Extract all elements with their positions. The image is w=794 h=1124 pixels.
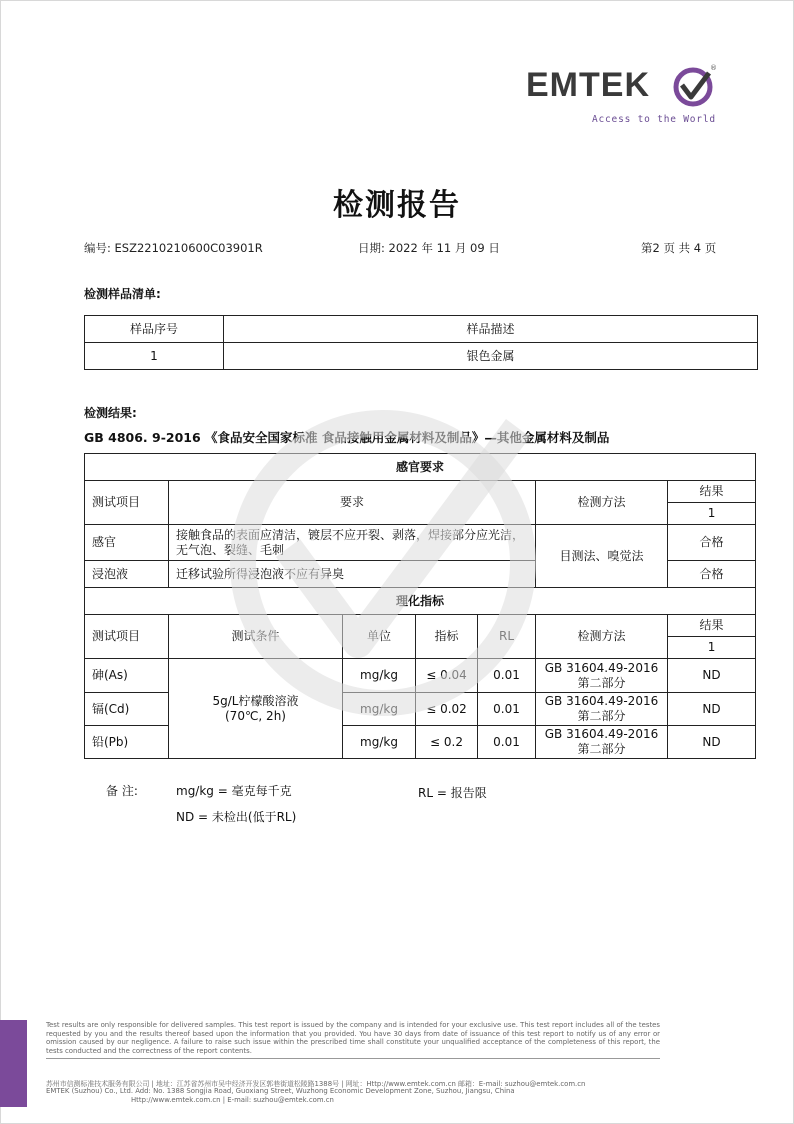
table-cell: 0.01 [478, 659, 536, 693]
footer-web: Http://www.emtek.com.cn | E-mail: suzhou@emtek.com.cn [131, 1096, 334, 1104]
table-header: 指标 [416, 615, 478, 659]
table-cell: ND [668, 726, 756, 759]
note-nd: ND = 未检出(低于RL) [176, 810, 297, 824]
table-header: 1 [668, 637, 756, 659]
method-part: 第二部分 [577, 742, 626, 756]
method-code: GB 31604.49-2016 [544, 727, 659, 741]
table-cell: ≤ 0.04 [416, 659, 478, 693]
method-code: GB 31604.49-2016 [544, 660, 659, 675]
table-row [85, 525, 756, 561]
table-header: 1 [668, 503, 756, 525]
table-header: 测试项目 [85, 481, 169, 525]
test-condition-cell: 5g/L柠檬酸溶液 (70℃, 2h) [169, 659, 343, 759]
brand-side-bar [0, 1020, 27, 1107]
method-part: 第二部分 [577, 675, 626, 690]
table-header: RL [478, 615, 536, 659]
footer-disclaimer: Test results are only responsible for delivered samples. This test report is issued by the company and is intended for your exclusive use. This test report includes all of the testes requested by you and the results thereof based upon the information that you provided. You have 30 days from date of issuance of this test report to notify us of any error or omission caused by our negligence. A failure to raise such issue within the prescribed time shall constitute your unqualified acceptance of the completeness of this report, the tests conducted and the correctness of the report contents. [46, 1021, 660, 1055]
notes-label: 备 注: [106, 784, 138, 798]
table-header: 测试条件 [169, 615, 343, 659]
physchem-section-title: 理化指标 [85, 588, 756, 615]
table-cell: ND [668, 693, 756, 726]
table-cell: ND [668, 659, 756, 693]
table-header: 结果 [668, 615, 756, 637]
report-date: 日期: 2022 年 11 月 09 日 [358, 241, 500, 255]
method-cell [536, 693, 668, 726]
table-header: 检测方法 [536, 615, 668, 659]
table-header: 样品描述 [224, 316, 758, 343]
method-cell [536, 659, 668, 693]
table-cell: 迁移试验所得浸泡液不应有异臭 [169, 561, 536, 588]
note-mgkg: mg/kg = 毫克每千克 [176, 784, 292, 798]
table-cell: 合格 [668, 561, 756, 588]
table-row [85, 659, 756, 693]
table-cell: 镉(Cd) [85, 693, 169, 726]
table-header: 结果 [668, 481, 756, 503]
checkmark-circle-icon [672, 66, 714, 108]
method-part: 第二部分 [577, 709, 626, 723]
table-cell: ≤ 0.2 [416, 726, 478, 759]
page-indicator: 第2 页 共 4 页 [641, 241, 717, 255]
table-cell: 银色金属 [224, 343, 758, 370]
table-cell: mg/kg [343, 659, 416, 693]
method-code: GB 31604.49-2016 [544, 694, 659, 708]
table-cell: 0.01 [478, 726, 536, 759]
table-header: 样品序号 [85, 316, 224, 343]
sensory-section-title: 感官要求 [85, 454, 756, 481]
results-table [84, 453, 756, 759]
table-header: 测试项目 [85, 615, 169, 659]
sample-list-label: 检测样品清单: [84, 287, 161, 301]
table-cell: 砷(As) [85, 659, 169, 693]
standard-title: GB 4806. 9-2016 《食品安全国家标准 食品接触用金属材料及制品》—其他金属材料及制品 [84, 430, 610, 445]
table-cell: 接触食品的表面应清洁，镀层不应开裂、剥落，焊接部分应光洁，无气泡、裂缝、毛刺 [169, 525, 536, 561]
sample-list-table [84, 315, 758, 370]
footer-cn-address: 苏州市信测标准技术服务有限公司 | 地址：江苏省苏州市吴中经济开发区郭巷街道松陵路1388号 | 网址：Http://www.emtek.com.cn 邮箱：E-mail: suzhou@emtek.com.cn [46, 1080, 586, 1088]
footer-divider [46, 1058, 660, 1059]
table-cell: mg/kg [343, 693, 416, 726]
results-label: 检测结果: [84, 406, 137, 420]
footer-en-address: EMTEK (Suzhou) Co., Ltd. Add: No. 1388 Songjia Road, Guoxiang Street, Wuzhong Economic Development Zone, Suzhou, Jiangsu, China [46, 1087, 515, 1095]
table-header: 单位 [343, 615, 416, 659]
table-cell: 浸泡液 [85, 561, 169, 588]
table-header: 要求 [169, 481, 536, 525]
table-cell: 0.01 [478, 693, 536, 726]
table-cell: mg/kg [343, 726, 416, 759]
logo-tagline: Access to the World [592, 114, 716, 125]
company-logo [522, 62, 718, 124]
report-number: 编号: ESZ2210210600C03901R [84, 241, 263, 255]
method-cell [536, 726, 668, 759]
table-cell: 目测法、嗅觉法 [536, 525, 668, 588]
registered-mark-icon: ® [710, 64, 717, 72]
table-cell: 感官 [85, 525, 169, 561]
table-cell: 1 [85, 343, 224, 370]
table-cell: 铅(Pb) [85, 726, 169, 759]
table-cell: ≤ 0.02 [416, 693, 478, 726]
table-header: 检测方法 [536, 481, 668, 525]
table-cell: 合格 [668, 525, 756, 561]
report-title: 检测报告 [333, 188, 461, 223]
note-rl: RL = 报告限 [418, 786, 487, 800]
logo-wordmark: EMTEK [526, 66, 650, 104]
table-row [85, 343, 758, 370]
